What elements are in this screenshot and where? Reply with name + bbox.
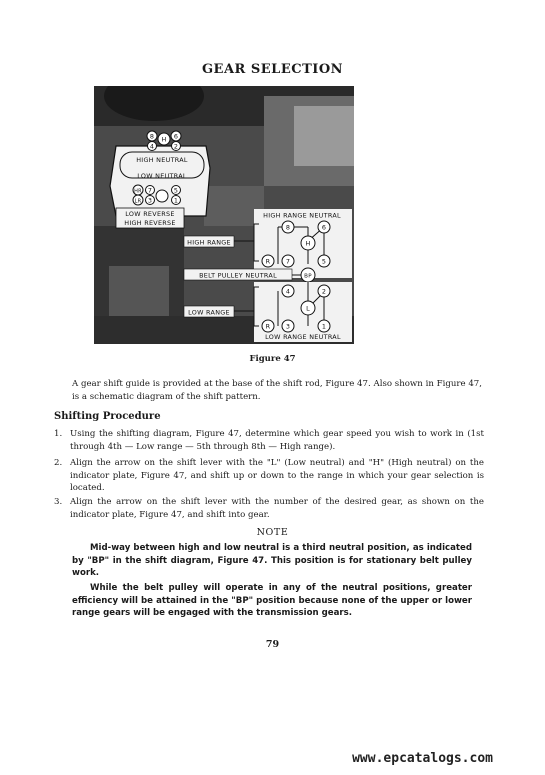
step-text: Align the arrow on the shift lever with the "L" (Low neutral) and "H" (High neutral) on the indicator plate, Figure 47, and shift up or down to the range in which your gear selection is located. — [70, 458, 484, 493]
shift-guide-figure — [94, 86, 354, 344]
plate-high-neutral-label: HIGH NEUTRAL — [136, 156, 188, 164]
plate-gear-8: 8 — [149, 132, 155, 141]
page-title: GEAR SELECTION — [201, 62, 344, 77]
page-number: 79 — [265, 639, 280, 650]
diagram-node-5: 5 — [321, 257, 327, 266]
plate-h: H — [161, 135, 167, 144]
diagram-node-3: 3 — [285, 322, 291, 331]
note-heading: NOTE — [256, 527, 289, 538]
note-paragraph-2: While the belt pulley will operate in any of the neutral positions, greater efficiency will be attained in the "BP" position because none of the upper or lower range gears will be engaged with the transmission gears. — [72, 583, 472, 618]
step-text: Align the arrow on the shift lever with the number of the desired gear, as shown on the indicator plate, Figure 47, and shift into gear. — [70, 497, 484, 520]
plate-gear-7: 7 — [147, 186, 153, 195]
plate-gear-6: 6 — [173, 132, 179, 141]
diagram-high-range-neutral-label: HIGH RANGE NEUTRAL — [263, 211, 341, 220]
diagram-node-bp: BP — [304, 273, 312, 280]
step-1 — [54, 428, 484, 453]
diagram-node-1: 1 — [321, 322, 327, 331]
plate-lr: LR — [134, 198, 142, 205]
diagram-low-range-neutral-label: LOW RANGE NEUTRAL — [265, 333, 341, 341]
plate-low-neutral-label: LOW NEUTRAL — [137, 172, 187, 180]
diagram-node-2: 2 — [321, 287, 327, 296]
plate-gear-3: 3 — [147, 196, 153, 205]
plate-high-reverse-label: HIGH REVERSE — [124, 219, 176, 227]
diagram-belt-pulley-neutral-label: BELT PULLEY NEUTRAL — [199, 271, 277, 280]
diagram-node-r-high: R — [265, 257, 271, 266]
plate-gear-4: 4 — [149, 142, 155, 151]
step-number: 1. — [54, 429, 63, 439]
step-2 — [54, 457, 484, 495]
figure-47-photo — [94, 86, 354, 344]
note-paragraph-1: Mid-way between high and low neutral is a third neutral position, as indicated by "BP" in the shift diagram, Figure 47. This position is for stationary belt pulley work. — [72, 543, 472, 578]
watermark: www.epcatalogs.com — [352, 751, 493, 766]
diagram-node-8: 8 — [285, 223, 291, 232]
step-number: 2. — [54, 458, 63, 468]
plate-gear-1: 1 — [173, 196, 179, 205]
plate-gear-5: 5 — [173, 186, 179, 195]
diagram-node-6: 6 — [321, 223, 327, 232]
plate-gear-2: 2 — [173, 142, 179, 151]
diagram-node-7: 7 — [285, 257, 291, 266]
step-number: 3. — [54, 497, 63, 507]
plate-low-reverse-label: LOW REVERSE — [125, 210, 175, 218]
diagram-node-h: H — [305, 239, 311, 248]
diagram-high-range-label: HIGH RANGE — [187, 238, 231, 247]
diagram-node-4: 4 — [285, 287, 291, 296]
figure-caption: Figure 47 — [249, 354, 296, 364]
section-heading: Shifting Procedure — [54, 411, 161, 422]
step-3 — [54, 496, 484, 521]
step-text: Using the shifting diagram, Figure 47, determine which gear speed you wish to work in (1st through 4th — Low range — 5th through 8th — High range). — [70, 429, 484, 452]
plate-hr: HR — [134, 188, 142, 195]
diagram-node-l: L — [306, 304, 310, 313]
intro-paragraph: A gear shift guide is provided at the base of the shift rod, Figure 47. Also shown in Figure 47, is a schematic diagram of the shift pattern. — [72, 379, 482, 402]
diagram-low-range-label: LOW RANGE — [188, 308, 230, 317]
diagram-node-r-low: R — [265, 322, 271, 331]
